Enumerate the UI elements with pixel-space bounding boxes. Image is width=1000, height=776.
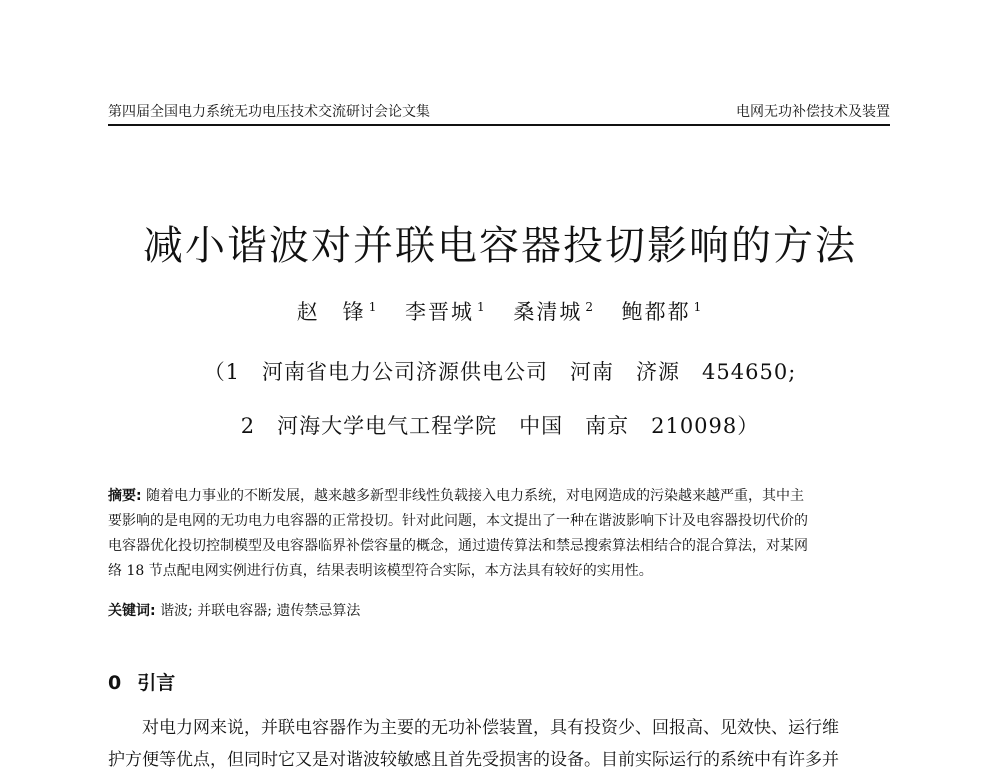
abstract-line [108,484,893,509]
abstract-label: 摘要: [108,488,142,504]
author-name: 赵 锋 [296,300,366,324]
section-heading [108,668,175,695]
author-name: 桑清城 [513,300,583,324]
section-title: 引言 [137,672,176,694]
affiliation-line: 2 河海大学电气工程学院 中国 南京 210098） [240,414,760,438]
author-list [0,296,1000,326]
keywords-text: 谐波; 并联电容器; 遗传禁忌算法 [160,603,361,619]
abstract-line: 络 18 节点配电网实例进行仿真，结果表明该模型符合实际，本方法具有较好的实用性。 [108,563,653,579]
author [513,300,595,324]
paper-title: 减小谐波对并联电容器投切影响的方法 [143,223,857,269]
header-section-title: 电网无功补偿技术及装置 [736,104,890,120]
affiliation-line: （1 河南省电力公司济源供电公司 河南 济源 454650; [203,360,797,384]
author [405,300,487,324]
body-line: 护方便等优点，但同时它又是对谐波较敏感且首先受损害的设备。目前实际运行的系统中有许多并 [108,750,839,770]
author-affiliation-mark: 1 [693,300,704,314]
author-name: 鲍都都 [621,300,691,324]
keywords-label: 关键词: [108,603,156,619]
abstract [108,484,893,584]
header-proceedings-title: 第四届全国电力系统无功电压技术交流研讨会论文集 [108,104,430,120]
section-number: 0 [108,672,122,694]
author [622,300,704,324]
body-paragraph [108,712,893,776]
running-header [108,100,890,126]
abstract-text: 随着电力事业的不断发展，越来越多新型非线性负载接入电力系统，对电网造成的污染越来越严重，其中主 [146,488,805,504]
body-line: 对电力网来说，并联电容器作为主要的无功补偿装置，具有投资少、回报高、见效快、运行维 [142,718,839,738]
keywords [108,600,360,620]
author [297,300,379,324]
author-affiliation-mark: 1 [477,300,487,314]
abstract-line: 要影响的是电网的无功电力电容器的正常投切。针对此问题，本文提出了一种在谐波影响下计及电容器投切代价的 [108,513,808,529]
abstract-line: 电容器优化投切控制模型及电容器临界补偿容量的概念，通过遗传算法和禁忌搜索算法相结合的混合算法，对某网 [108,538,808,554]
author-affiliation-mark: 1 [368,300,379,314]
author-name: 李晋城 [405,300,475,324]
author-affiliation-mark: 2 [585,300,595,314]
